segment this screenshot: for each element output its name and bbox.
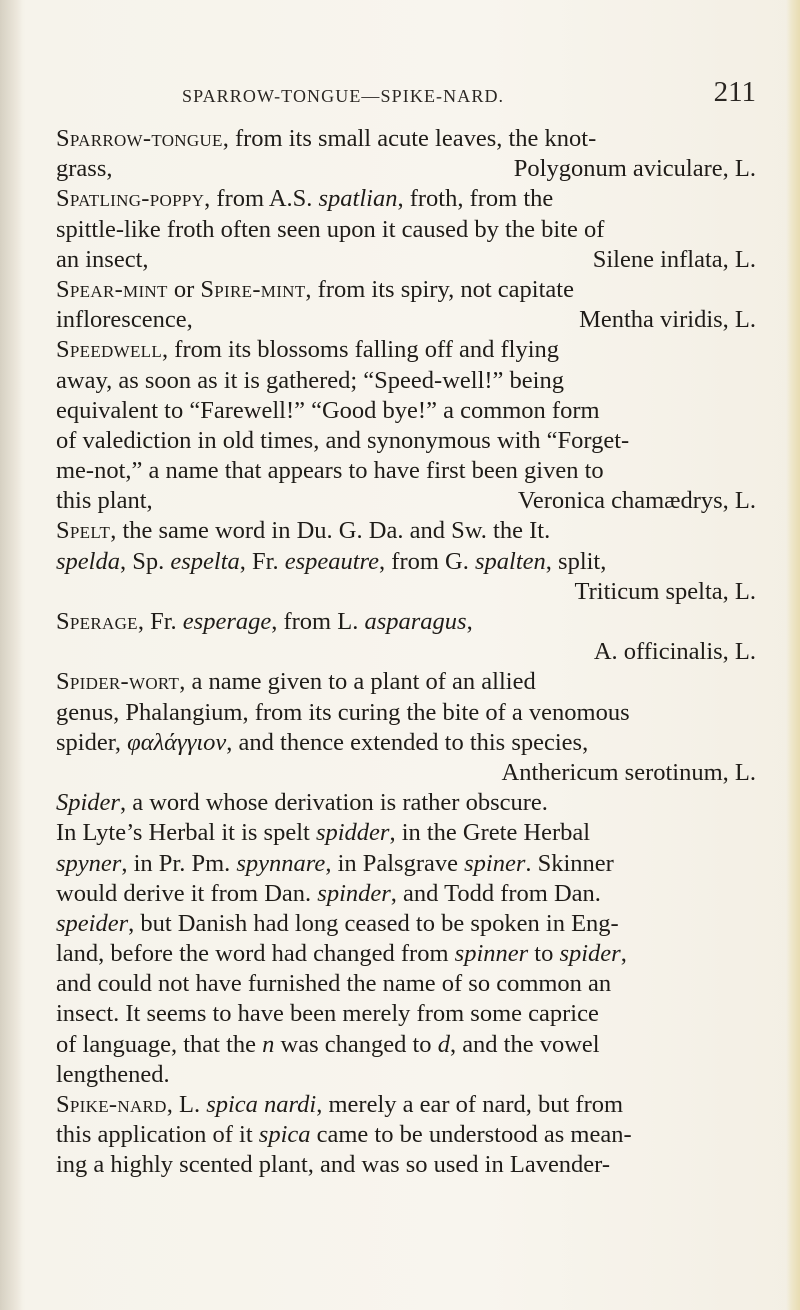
running-head: SPARROW-TONGUE—SPIKE-NARD.	[182, 86, 505, 106]
headword: Spire-mint	[200, 275, 306, 303]
text-segment: , a name given to a plant of an allied	[179, 668, 536, 696]
italic-term: espeautre	[284, 547, 380, 575]
text-segment: ing a highly scented plant, and was so used in Lavender-	[56, 1151, 611, 1179]
botanical-name: Anthericum serotinum, L.	[501, 758, 756, 786]
italic-term: spelda	[56, 547, 120, 575]
text-segment: , froth, from the	[397, 185, 554, 213]
text-segment: , in Pr. Pm.	[121, 849, 237, 877]
text-line	[56, 486, 756, 516]
text-line	[56, 245, 756, 275]
text-line	[56, 456, 756, 486]
text-segment: an insect,	[56, 245, 149, 273]
text-line	[56, 184, 756, 214]
text-segment: grass,	[56, 155, 113, 183]
botanical-name: Mentha viridis, L.	[579, 306, 756, 334]
text-line	[56, 305, 756, 335]
text-segment: , in the Grete Herbal	[389, 819, 591, 847]
text-segment: equivalent to “Farewell!” “Good bye!” a common form	[56, 396, 600, 424]
text-line	[56, 275, 756, 305]
italic-term: spyner	[56, 849, 122, 877]
italic-term: speider	[56, 909, 129, 937]
text-line	[56, 516, 756, 546]
text-segment: of valediction in old times, and synonymous with “Forget-	[56, 426, 630, 454]
text-segment: , Fr.	[239, 547, 285, 575]
italic-term: spider	[559, 940, 621, 968]
text-segment: , and Todd from Dan.	[390, 879, 601, 907]
text-segment: spittle-like froth often seen upon it caused by the bite of	[56, 215, 605, 243]
italic-term: n	[262, 1030, 275, 1058]
botanical-name: Triticum spelta, L.	[574, 577, 756, 605]
text-line	[56, 215, 756, 245]
text-line	[56, 879, 756, 909]
italic-term: spinner	[454, 940, 529, 968]
italic-term: esperage	[182, 608, 272, 635]
text-line	[56, 818, 756, 848]
botanical-name: Silene inflata, L.	[592, 245, 756, 273]
text-segment: this application of it	[56, 1121, 259, 1149]
text-segment: , and thence extended to this species,	[226, 728, 589, 756]
text-segment: away, as soon as it is gathered; “Speed-well!” being	[56, 366, 564, 394]
text-segment: , from A.S.	[204, 185, 313, 213]
text-segment: , from G.	[379, 547, 475, 575]
italic-term: espelta	[170, 547, 240, 575]
text-line	[56, 1030, 756, 1060]
text-segment: was changed to	[274, 1030, 438, 1058]
text-segment: to	[528, 940, 560, 968]
italic-term: spica nardi	[206, 1091, 317, 1118]
text-segment: , the same word in Du. G. Da. and Sw. the It.	[110, 517, 551, 545]
italic-term: spatlian	[318, 185, 398, 213]
text-line	[56, 607, 756, 637]
italic-term: asparagus	[364, 608, 467, 635]
headword-italic: Spider	[56, 789, 120, 817]
headword: Spear-mint	[56, 275, 168, 303]
text-line	[56, 426, 756, 456]
text-segment: inflorescence,	[56, 306, 193, 334]
page-body	[56, 124, 756, 1181]
headword: Sperage	[56, 608, 138, 635]
page-number: 211	[713, 76, 756, 108]
text-segment: , a word whose derivation is rather obscure.	[119, 789, 548, 817]
text-line	[56, 1090, 756, 1120]
text-segment: , L.	[166, 1091, 207, 1118]
text-line	[56, 788, 756, 818]
text-segment: , Fr.	[137, 608, 183, 635]
text-line	[56, 728, 756, 758]
italic-term: d	[437, 1030, 450, 1058]
text-line	[56, 1120, 756, 1150]
botanical-name: Veronica chamædrys, L.	[517, 487, 756, 515]
italic-term: spiner	[464, 849, 526, 877]
headword: Spatling-poppy	[56, 185, 205, 213]
text-line	[56, 124, 756, 154]
page-gutter-shadow	[0, 0, 22, 1310]
text-segment: ,	[620, 940, 627, 968]
text-segment: would derive it from Dan.	[56, 879, 318, 907]
text-segment: genus, Phalangium, from its curing the bite of a venomous	[56, 698, 630, 726]
italic-term: spica	[258, 1121, 311, 1149]
text-segment: or	[167, 275, 201, 303]
text-line	[56, 758, 756, 788]
text-line	[56, 939, 756, 969]
text-segment: , from its small acute leaves, the knot-	[222, 125, 597, 152]
text-segment: , merely a ear of nard, but from	[316, 1091, 624, 1118]
text-segment: me-not,” a name that appears to have first been given to	[56, 457, 604, 485]
italic-term: spidder	[315, 819, 390, 847]
text-segment: , in Palsgrave	[325, 849, 465, 877]
italic-term: spalten	[475, 547, 546, 575]
text-line	[56, 969, 756, 999]
text-segment: spider,	[56, 728, 128, 756]
headword: Sparrow-tongue	[56, 125, 223, 152]
text-segment: of language, that the	[56, 1030, 263, 1058]
text-line	[56, 577, 756, 607]
text-line	[56, 366, 756, 396]
italic-term: spynnare	[236, 849, 326, 877]
text-line	[56, 1060, 756, 1090]
text-line	[56, 999, 756, 1029]
botanical-name: A. officinalis, L.	[593, 638, 756, 666]
text-segment: this plant,	[56, 487, 153, 515]
text-segment: , split,	[545, 547, 607, 575]
text-segment: , from L.	[271, 608, 365, 635]
text-line	[56, 335, 756, 365]
text-segment: , from its blossoms falling off and flying	[162, 336, 559, 364]
text-line	[56, 154, 756, 184]
text-segment: land, before the word had changed from	[56, 940, 455, 968]
headword: Spider-wort	[56, 668, 180, 696]
text-segment: ,	[466, 608, 473, 635]
page-edge	[786, 0, 800, 1310]
text-segment: came to be understood as mean-	[310, 1121, 632, 1149]
headword: Speedwell	[56, 336, 163, 364]
headword: Spike-nard	[56, 1091, 167, 1118]
text-segment: , but Danish had long ceased to be spoken in Eng-	[128, 909, 619, 937]
page-header	[56, 76, 756, 116]
text-line	[56, 1150, 756, 1180]
text-segment: . Skinner	[525, 849, 614, 877]
text-line	[56, 396, 756, 426]
greek-term: φαλάγγιον	[127, 728, 227, 756]
botanical-name: Polygonum aviculare, L.	[513, 155, 756, 183]
italic-term: spinder	[317, 879, 391, 907]
text-line	[56, 637, 756, 667]
text-segment: lengthened.	[56, 1060, 170, 1088]
text-segment: insect. It seems to have been merely from some caprice	[56, 1000, 599, 1028]
text-line	[56, 547, 756, 577]
text-segment: and could not have furnished the name of so common an	[56, 970, 612, 998]
text-segment: In Lyte’s Herbal it is spelt	[56, 819, 316, 847]
text-line	[56, 667, 756, 697]
text-segment: , Sp.	[119, 547, 171, 575]
headword: Spelt	[56, 517, 111, 545]
text-line	[56, 698, 756, 728]
text-line	[56, 909, 756, 939]
text-line	[56, 849, 756, 879]
text-segment: , from its spiry, not capitate	[305, 275, 574, 303]
text-segment: , and the vowel	[449, 1030, 600, 1058]
